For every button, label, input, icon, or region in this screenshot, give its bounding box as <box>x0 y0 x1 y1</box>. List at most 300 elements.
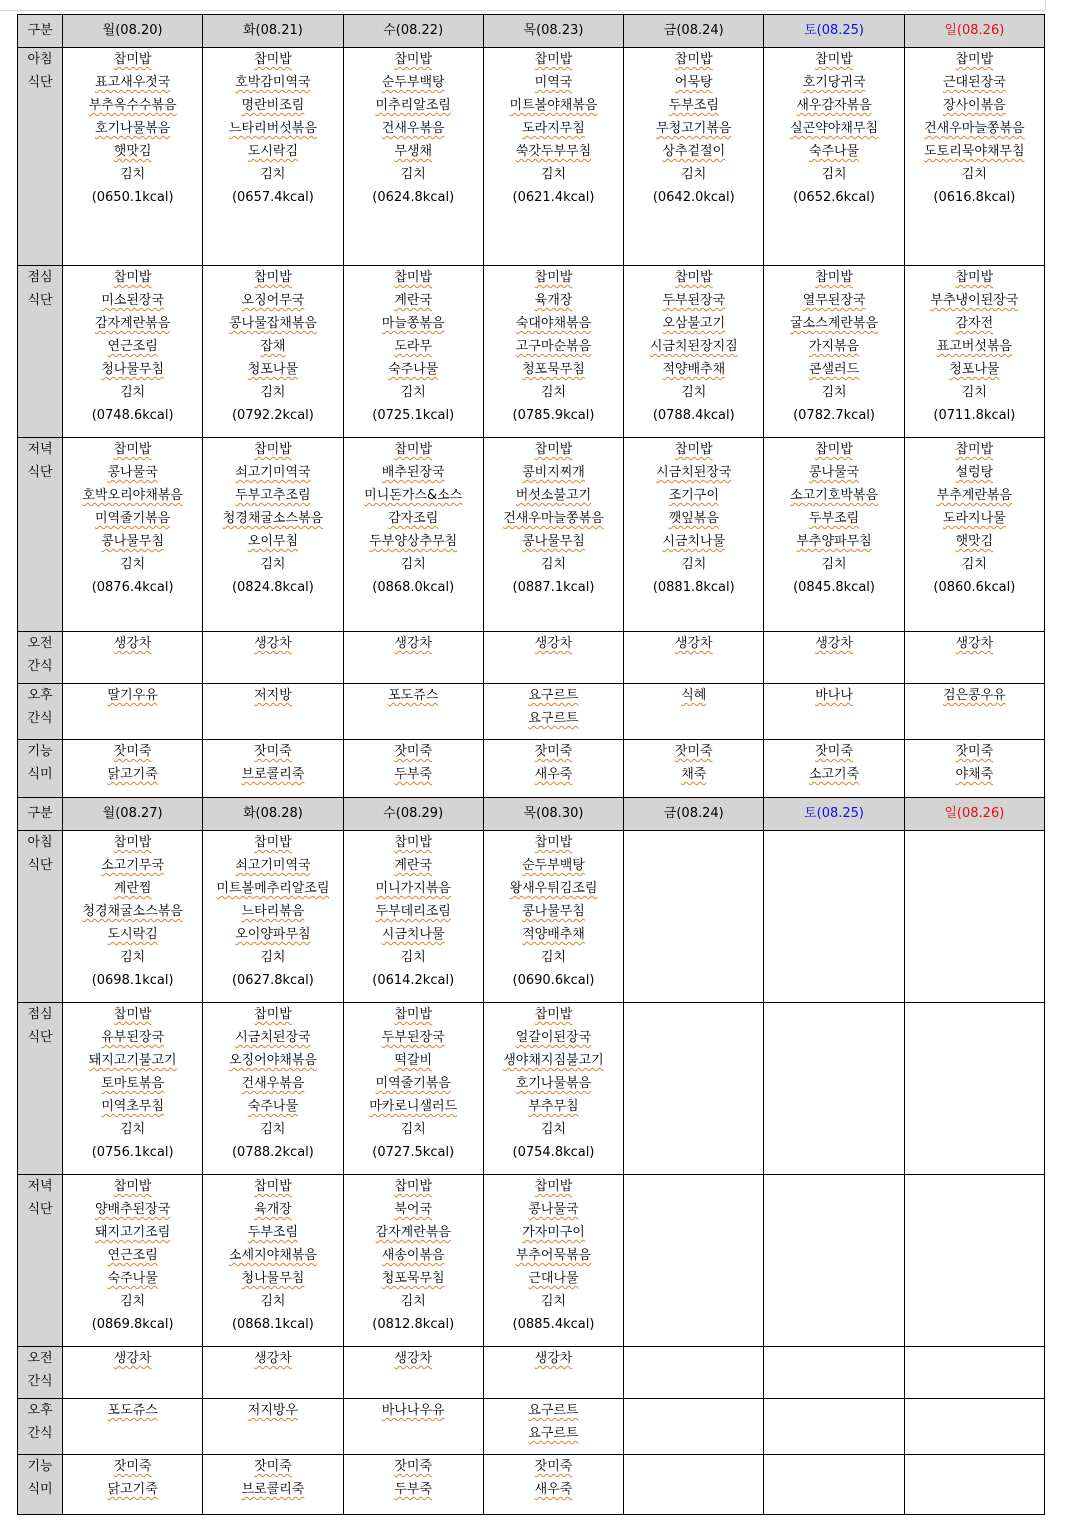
menu-item: 찹미밥 <box>534 52 573 67</box>
menu-item: 콩나물국 <box>107 465 158 480</box>
meal-label <box>18 1455 63 1515</box>
menu-item: 생강차 <box>394 636 433 651</box>
menu-item: 김치 <box>961 385 987 400</box>
menu-item: 찹미밥 <box>254 1179 292 1194</box>
menu-item: 잣미죽 <box>394 1459 433 1474</box>
menu-item: 계란찜 <box>113 881 152 896</box>
menu-item: 김치 <box>821 167 847 182</box>
menu-item: 가지볶음 <box>808 339 860 354</box>
menu-item: 김치 <box>400 385 426 400</box>
breakfast-row <box>18 48 1045 266</box>
menu-item: 청경채굴소스볶음 <box>82 904 183 919</box>
menu-item: 미추리알조림 <box>375 98 451 113</box>
weekly-menu-table <box>17 797 1045 1515</box>
header-day: 토(08.25) <box>764 15 904 48</box>
morning-snack-row <box>18 1347 1045 1399</box>
menu-cell <box>203 1347 343 1399</box>
afternoon-snack-row <box>18 684 1045 740</box>
menu-cell <box>624 684 764 740</box>
menu-item: 김치 <box>821 385 847 400</box>
menu-item: 쇠고기미역국 <box>235 858 311 873</box>
menu-item: 찹미밥 <box>113 270 152 285</box>
menu-item: 북어국 <box>394 1202 433 1217</box>
menu-item: 왕새우튀김조림 <box>509 881 598 896</box>
header-day: 목(08.30) <box>483 798 623 831</box>
menu-cell <box>764 48 904 266</box>
menu-item: 생야채지짐불고기 <box>503 1053 604 1068</box>
menu-item: 연근조림 <box>107 1248 158 1263</box>
menu-item: 김치 <box>120 1122 146 1137</box>
menu-item: 조기구이 <box>668 488 719 503</box>
header-row <box>18 798 1045 831</box>
menu-item: 김치 <box>540 557 567 572</box>
menu-item: (0756.1kcal) <box>91 1145 174 1160</box>
menu-item: 찹미밥 <box>534 442 573 457</box>
meal-label <box>18 48 63 266</box>
menu-item: 김치 <box>260 385 286 400</box>
menu-cell <box>63 1455 203 1515</box>
menu-item: 포도쥬스 <box>388 688 439 703</box>
menu-item: 찹미밥 <box>534 1007 573 1022</box>
menu-cell <box>624 48 764 266</box>
menu-cell <box>63 48 203 266</box>
menu-item: 느타리볶음 <box>241 904 305 919</box>
menu-item: 도라지나물 <box>942 511 1006 526</box>
menu-item: 부추양파무침 <box>796 534 872 549</box>
menu-item: 순두부백탕 <box>381 75 445 90</box>
menu-item: 떡갈비 <box>394 1053 433 1068</box>
menu-cell <box>764 684 904 740</box>
breakfast-row <box>18 831 1045 1003</box>
menu-item: 두부데리조림 <box>375 904 451 919</box>
menu-item: (0642.0kcal) <box>652 190 735 205</box>
menu-item: 김치 <box>400 557 426 572</box>
menu-item: (0788.4kcal) <box>652 408 735 423</box>
menu-cell <box>483 1003 623 1175</box>
menu-item: 햇맛김 <box>955 534 994 549</box>
menu-cell <box>483 1347 623 1399</box>
menu-item: 배추된장국 <box>381 465 445 480</box>
menu-item: 찹미밥 <box>254 442 292 457</box>
menu-cell <box>764 831 904 1003</box>
meal-label-text: 간식 <box>27 1426 53 1441</box>
menu-item: 새우감자볶음 <box>796 98 872 113</box>
menu-item: 찹미밥 <box>815 442 853 457</box>
menu-item: 청포나물 <box>247 362 299 377</box>
menu-item: 부추냉이된장국 <box>930 293 1019 308</box>
menu-cell <box>343 684 483 740</box>
menu-item: 김치 <box>400 950 426 965</box>
menu-cell <box>904 1175 1044 1347</box>
dinner-row <box>18 438 1045 632</box>
menu-item: 도시락김 <box>247 144 299 159</box>
header-day: 일(08.26) <box>904 798 1044 831</box>
menu-item: 찹미밥 <box>815 52 853 67</box>
menu-cell <box>764 1175 904 1347</box>
meal-label-text: 식단 <box>27 858 53 873</box>
meal-label-text: 오후 <box>27 1403 53 1418</box>
menu-item: 요구르트 <box>528 1403 579 1418</box>
menu-item: 미니돈가스&소스 <box>364 488 463 503</box>
menu-item: 건새우마늘쫑볶음 <box>503 511 604 526</box>
meal-label <box>18 438 63 632</box>
porridge-row <box>18 740 1045 800</box>
menu-cell <box>764 1347 904 1399</box>
menu-item: 건새우볶음 <box>241 1076 305 1091</box>
menu-item: 청나물무침 <box>101 362 165 377</box>
menu-item: 잣미죽 <box>955 744 994 759</box>
menu-cell <box>764 632 904 684</box>
afternoon-snack-row <box>18 1399 1045 1455</box>
menu-item: 숙대야채볶음 <box>515 316 592 331</box>
meal-label <box>18 266 63 438</box>
menu-item: 돼지고기조림 <box>94 1225 171 1240</box>
menu-cell <box>904 831 1044 1003</box>
meal-label-text: 식미 <box>27 767 53 782</box>
header-category: 구분 <box>18 15 63 48</box>
menu-item: 장사이볶음 <box>942 98 1006 113</box>
menu-item: 미역초무침 <box>101 1099 165 1114</box>
menu-cell <box>203 1175 343 1347</box>
menu-item: 깻잎볶음 <box>668 511 719 526</box>
menu-item: 육개장 <box>254 1202 292 1217</box>
menu-item: 김치 <box>681 385 707 400</box>
meal-label-text: 저녁 <box>27 442 53 457</box>
header-category: 구분 <box>18 798 63 831</box>
menu-item: 김치 <box>120 167 146 182</box>
menu-item: 잣미죽 <box>113 744 152 759</box>
menu-cell <box>904 438 1044 632</box>
menu-item: 부추계란볶음 <box>936 488 1013 503</box>
menu-item: 김치 <box>540 385 567 400</box>
lunch-row <box>18 266 1045 438</box>
menu-item: (0824.8kcal) <box>231 580 314 595</box>
menu-item: 청경채굴소스볶음 <box>222 511 324 526</box>
menu-item: 저지방우 <box>247 1403 299 1418</box>
meal-label <box>18 1175 63 1347</box>
menu-item: 두부고추조림 <box>235 488 311 503</box>
meal-label-text: 기능 <box>27 1459 53 1474</box>
menu-item: 잣미죽 <box>254 744 292 759</box>
menu-cell <box>203 48 343 266</box>
menu-item: (0652.6kcal) <box>793 190 875 205</box>
menu-item: 표고버섯볶음 <box>936 339 1013 354</box>
menu-cell <box>63 684 203 740</box>
menu-cell <box>343 266 483 438</box>
meal-label-text: 식단 <box>27 1202 53 1217</box>
meal-label-text: 간식 <box>27 1374 53 1389</box>
menu-item: 딸기우유 <box>107 688 158 703</box>
menu-cell <box>904 1347 1044 1399</box>
menu-item: 버섯소불고기 <box>515 488 592 503</box>
menu-cell <box>904 1455 1044 1515</box>
menu-item: 찹미밥 <box>113 835 152 850</box>
menu-item: 검은콩우유 <box>942 688 1006 703</box>
menu-item: 김치 <box>400 1294 426 1309</box>
menu-cell <box>63 1399 203 1455</box>
menu-item: 숙주나물 <box>808 144 860 159</box>
menu-item: (0711.8kcal) <box>933 408 1016 423</box>
menu-cell <box>343 831 483 1003</box>
menu-item: 고구마순볶음 <box>515 339 592 354</box>
menu-item: 콩비지찌개 <box>522 465 585 480</box>
menu-item: 오삼불고기 <box>662 316 726 331</box>
menu-item: 콩나물무침 <box>101 534 165 549</box>
menu-cell <box>343 48 483 266</box>
menu-item: 감자조림 <box>388 511 439 526</box>
menu-item: 얼갈이된장국 <box>515 1030 592 1045</box>
menu-cell <box>624 1399 764 1455</box>
menu-cell <box>904 266 1044 438</box>
menu-item: (0725.1kcal) <box>372 408 455 423</box>
menu-item: 생강차 <box>955 636 994 651</box>
menu-cell <box>343 1175 483 1347</box>
menu-item: 소세지야채볶음 <box>228 1248 317 1263</box>
menu-item: 소고기죽 <box>808 767 860 782</box>
menu-item: (0887.1kcal) <box>512 580 595 595</box>
menu-item: 김치 <box>821 557 847 572</box>
menu-cell <box>624 740 764 800</box>
menu-item: 표고새우젓국 <box>94 75 171 90</box>
meal-label <box>18 740 63 800</box>
menu-cell <box>483 632 623 684</box>
menu-cell <box>764 266 904 438</box>
porridge-row <box>18 1455 1045 1515</box>
menu-item: 오징어무국 <box>241 293 305 308</box>
meal-label-text: 저녁 <box>27 1179 53 1194</box>
header-day: 금(08.24) <box>624 798 764 831</box>
menu-item: 두부죽 <box>394 767 433 782</box>
menu-cell <box>343 632 483 684</box>
menu-item: 감자계란볶음 <box>375 1225 451 1240</box>
header-day: 월(08.27) <box>63 798 203 831</box>
menu-item: 찹미밥 <box>394 270 433 285</box>
menu-item: 실곤약야채무침 <box>790 121 878 136</box>
menu-item: 숙주나물 <box>247 1099 299 1114</box>
menu-item: 새우죽 <box>534 1482 573 1497</box>
meal-label-text: 식단 <box>27 75 53 90</box>
menu-item: 김치 <box>260 1294 286 1309</box>
menu-item: 건새우볶음 <box>381 121 445 136</box>
weekly-menu-table <box>17 14 1045 800</box>
menu-item: (0785.9kcal) <box>512 408 595 423</box>
menu-item: 김치 <box>260 1122 286 1137</box>
menu-item: 상추겉절이 <box>662 144 726 159</box>
menu-item: 청포묵무침 <box>522 362 585 377</box>
menu-item: 근대된장국 <box>942 75 1006 90</box>
menu-item: 적양배추채 <box>522 927 585 942</box>
menu-cell <box>203 632 343 684</box>
menu-item: (0650.1kcal) <box>91 190 174 205</box>
menu-item: 김치 <box>961 557 987 572</box>
menu-item: 가자미구이 <box>522 1225 585 1240</box>
meal-label-text: 간식 <box>27 711 53 726</box>
menu-item: (0812.8kcal) <box>372 1317 455 1332</box>
menu-item: 생강차 <box>674 636 713 651</box>
menu-item: 호기나물볶음 <box>515 1076 592 1091</box>
menu-item: 무생채 <box>394 144 433 159</box>
menu-item: 김치 <box>681 557 707 572</box>
menu-cell <box>483 740 623 800</box>
menu-item: 도라지무침 <box>522 121 585 136</box>
menu-item: 소고기무국 <box>101 858 165 873</box>
meal-label-text: 아침 <box>27 52 53 67</box>
menu-cell <box>483 1399 623 1455</box>
header-day: 수(08.29) <box>343 798 483 831</box>
menu-item: 김치 <box>540 1122 567 1137</box>
menu-cell <box>904 48 1044 266</box>
menu-cell <box>483 684 623 740</box>
menu-cell <box>764 1399 904 1455</box>
menu-item: 육개장 <box>534 293 573 308</box>
menu-item: 시금치나물 <box>662 534 726 549</box>
menu-item: 잣미죽 <box>113 1459 152 1474</box>
menu-cell <box>483 1175 623 1347</box>
menu-item: 숙주나물 <box>107 1271 158 1286</box>
header-day: 목(08.23) <box>483 15 623 48</box>
menu-item: (0627.8kcal) <box>231 973 314 988</box>
menu-item: (0782.7kcal) <box>793 408 875 423</box>
menu-item: 도라무 <box>394 339 433 354</box>
header-row <box>18 15 1045 48</box>
menu-cell <box>203 740 343 800</box>
menu-cell <box>63 1003 203 1175</box>
menu-cell <box>343 1347 483 1399</box>
menu-item: 미역줄기볶음 <box>375 1076 451 1091</box>
menu-item: 찹미밥 <box>113 1007 152 1022</box>
menu-item: (0624.8kcal) <box>372 190 455 205</box>
menu-item: 요구르트 <box>528 1426 579 1441</box>
menu-item: 두부양상추무침 <box>369 534 458 549</box>
menu-cell <box>483 831 623 1003</box>
menu-item: 쑥갓두부무침 <box>515 144 592 159</box>
menu-cell <box>203 684 343 740</box>
menu-item: 잣미죽 <box>534 744 573 759</box>
menu-item: 미니가지볶음 <box>375 881 451 896</box>
menu-item: 생강차 <box>534 636 573 651</box>
menu-cell <box>624 1175 764 1347</box>
menu-item: 연근조림 <box>107 339 158 354</box>
menu-cell <box>624 632 764 684</box>
menu-item: 브로콜리죽 <box>241 1482 305 1497</box>
menu-item: 찹미밥 <box>113 442 152 457</box>
menu-item: 도토리묵야채무침 <box>924 144 1025 159</box>
header-day: 화(08.28) <box>203 798 343 831</box>
menu-item: 건새우마늘쫑볶음 <box>924 121 1025 136</box>
menu-item: (0616.8kcal) <box>933 190 1016 205</box>
menu-cell <box>904 1399 1044 1455</box>
menu-item: 근대나물 <box>528 1271 579 1286</box>
menu-item: 설렁탕 <box>955 465 994 480</box>
menu-cell <box>203 831 343 1003</box>
menu-item: 찹미밥 <box>394 1007 433 1022</box>
menu-cell <box>343 438 483 632</box>
menu-item: 유부된장국 <box>101 1030 165 1045</box>
meal-label-text: 식단 <box>27 465 53 480</box>
menu-item: 찹미밥 <box>254 835 292 850</box>
menu-item: 부추어묵볶음 <box>515 1248 592 1263</box>
menu-item: 찹미밥 <box>254 270 292 285</box>
menu-item: 요구르트 <box>528 711 579 726</box>
menu-item: 두부조림 <box>247 1225 299 1240</box>
meal-label <box>18 1347 63 1399</box>
menu-item: (0868.1kcal) <box>231 1317 314 1332</box>
menu-item: 콘샐러드 <box>808 362 860 377</box>
menu-item: 새우죽 <box>534 767 573 782</box>
menu-item: 오징어야채볶음 <box>228 1053 317 1068</box>
meal-label-text: 기능 <box>27 744 53 759</box>
menu-cell <box>764 438 904 632</box>
menu-cell <box>63 740 203 800</box>
menu-item: 찹미밥 <box>674 52 713 67</box>
menu-cell <box>624 438 764 632</box>
menu-item: (0869.8kcal) <box>91 1317 174 1332</box>
menu-item: (0881.8kcal) <box>652 580 735 595</box>
menu-item: 바나나 <box>815 688 853 703</box>
menu-item: 쇠고기미역국 <box>235 465 311 480</box>
menu-item: 열무된장국 <box>802 293 866 308</box>
menu-item: 김치 <box>260 557 286 572</box>
menu-item: 요구르트 <box>528 688 579 703</box>
menu-item: 김치 <box>400 1122 426 1137</box>
menu-cell <box>203 438 343 632</box>
menu-cell <box>483 438 623 632</box>
menu-item: 마카로니샐러드 <box>369 1099 458 1114</box>
menu-item: 찹미밥 <box>815 270 853 285</box>
menu-cell <box>483 266 623 438</box>
menu-item: 찹미밥 <box>113 52 152 67</box>
menu-item: 시금치된장지짐 <box>649 339 738 354</box>
meal-label-text: 점심 <box>27 270 53 285</box>
header-day: 수(08.22) <box>343 15 483 48</box>
header-day: 월(08.20) <box>63 15 203 48</box>
menu-cell <box>343 1399 483 1455</box>
menu-item: (0727.5kcal) <box>372 1145 455 1160</box>
menu-item: 시금치나물 <box>381 927 445 942</box>
menu-item: 시금치된장국 <box>235 1030 311 1045</box>
menu-cell <box>904 632 1044 684</box>
menu-item: 김치 <box>120 950 146 965</box>
menu-item: 두부된장국 <box>662 293 726 308</box>
menu-item: 콩나물무침 <box>522 534 585 549</box>
menu-cell <box>343 740 483 800</box>
menu-item: 도시락김 <box>107 927 158 942</box>
menu-item: 콩나물국 <box>528 1202 579 1217</box>
menu-item: 찹미밥 <box>955 442 994 457</box>
menu-item: 찹미밥 <box>534 835 573 850</box>
menu-item: 야채죽 <box>955 767 994 782</box>
menu-item: 마늘쫑볶음 <box>381 316 445 331</box>
menu-item: (0754.8kcal) <box>512 1145 595 1160</box>
menu-item: 호박감미역국 <box>235 75 311 90</box>
menu-item: 찹미밥 <box>113 1179 152 1194</box>
menu-item: 김치 <box>120 385 146 400</box>
menu-item: 청포묵무침 <box>381 1271 445 1286</box>
menu-item: 명란비조림 <box>241 98 305 113</box>
menu-item: 두부조림 <box>668 98 719 113</box>
dinner-row <box>18 1175 1045 1347</box>
menu-item: 찹미밥 <box>955 52 994 67</box>
menu-item: 콩나물무침 <box>522 904 585 919</box>
menu-cell <box>904 1003 1044 1175</box>
header-day: 금(08.24) <box>624 15 764 48</box>
menu-item: 햇맛김 <box>113 144 152 159</box>
menu-cell <box>63 438 203 632</box>
menu-item: 감자계란볶음 <box>94 316 171 331</box>
menu-item: 오이양파무침 <box>235 927 311 942</box>
menu-item: 부추무침 <box>528 1099 579 1114</box>
menu-cell <box>343 1003 483 1175</box>
